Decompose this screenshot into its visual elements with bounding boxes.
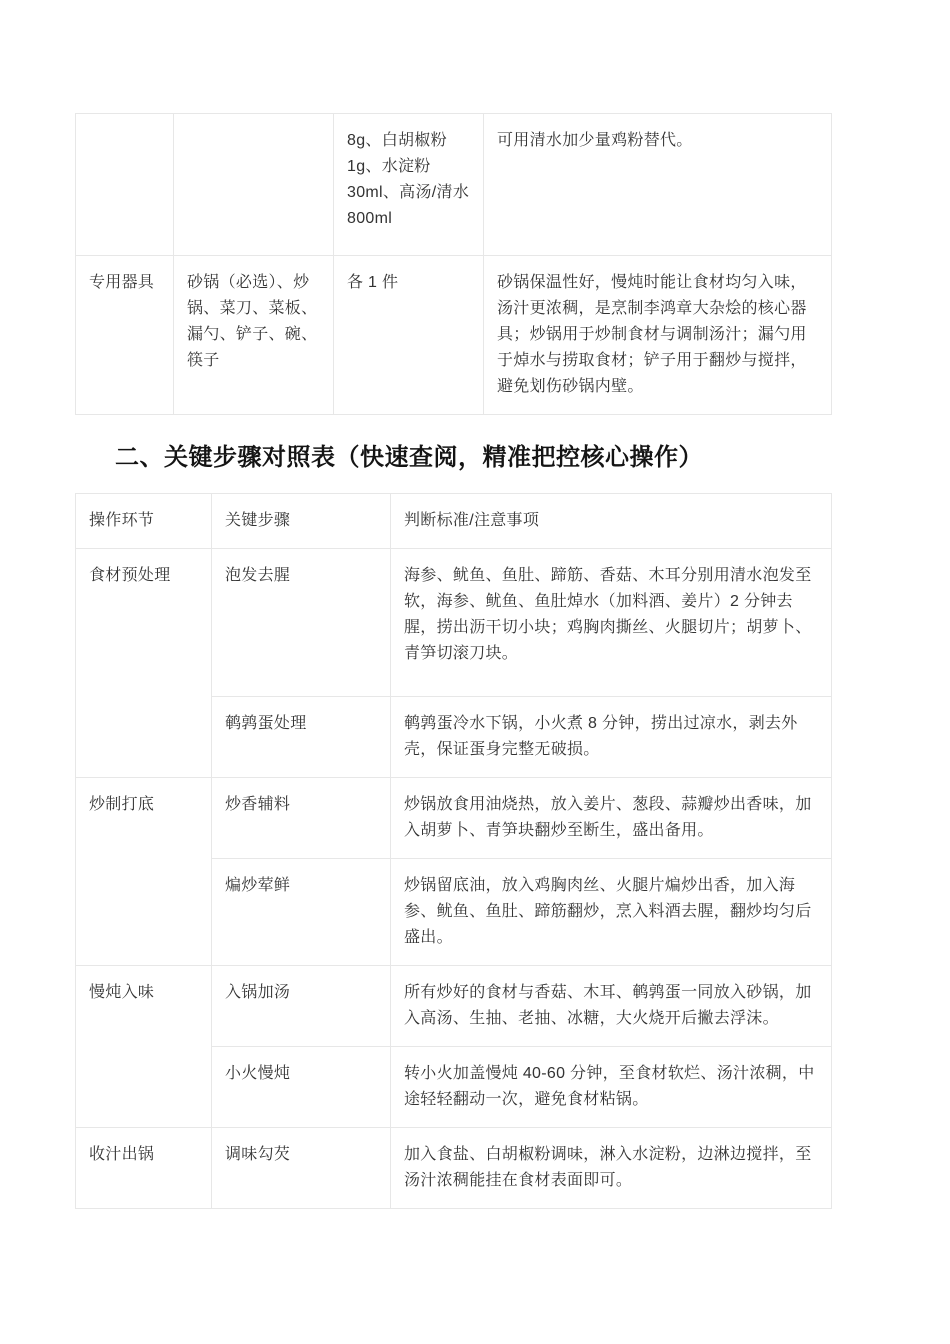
table-row [76,256,832,415]
cell-step: 炒香辅料 [212,778,391,859]
table-header-row [76,494,832,549]
table-row [76,966,832,1047]
table-row [76,549,832,697]
cell-criteria: 炒锅放食用油烧热，放入姜片、葱段、蒜瓣炒出香味，加入胡萝卜、青笋块翻炒至断生，盛出备用。 [391,778,832,859]
cell-stage: 炒制打底 [76,778,212,966]
section-heading: 二、关键步骤对照表（快速查阅，精准把控核心操作） [115,444,703,471]
cell-stage: 慢炖入味 [76,966,212,1128]
cell-step: 煸炒荤鲜 [212,859,391,966]
cell-quantity: 各 1 件 [334,256,484,415]
cell-quantity: 8g、白胡椒粉 1g、水淀粉 30ml、高汤/清水 800ml [334,114,484,256]
cell-criteria: 海参、鱿鱼、鱼肚、蹄筋、香菇、木耳分别用清水泡发至软，海参、鱿鱼、鱼肚焯水（加料酒、姜片）2 分钟去腥，捞出沥干切小块；鸡胸肉撕丝、火腿切片；胡萝卜、青笋切滚刀块。 [391,549,832,697]
cell-criteria: 炒锅留底油，放入鸡胸肉丝、火腿片煸炒出香，加入海参、鱿鱼、鱼肚、蹄筋翻炒，烹入料酒去腥，翻炒均匀后盛出。 [391,859,832,966]
cell-step: 鹌鹑蛋处理 [212,697,391,778]
column-header-stage: 操作环节 [76,494,212,549]
key-steps-table [75,493,832,1209]
table-row [76,778,832,859]
cell-category: 专用器具 [76,256,174,415]
cell-step: 泡发去腥 [212,549,391,697]
cell-stage: 收汁出锅 [76,1128,212,1209]
column-header-criteria: 判断标准/注意事项 [391,494,832,549]
cell-note: 可用清水加少量鸡粉替代。 [484,114,832,256]
cell-category [76,114,174,256]
cell-criteria: 所有炒好的食材与香菇、木耳、鹌鹑蛋一同放入砂锅，加入高汤、生抽、老抽、冰糖，大火烧开后撇去浮沫。 [391,966,832,1047]
cell-step: 调味勾芡 [212,1128,391,1209]
cell-note: 砂锅保温性好，慢炖时能让食材均匀入味，汤汁更浓稠，是烹制李鸿章大杂烩的核心器具；炒锅用于炒制食材与调制汤汁；漏勺用于焯水与捞取食材；铲子用于翻炒与搅拌，避免划伤砂锅内壁。 [484,256,832,415]
cell-criteria: 加入食盐、白胡椒粉调味，淋入水淀粉，边淋边搅拌，至汤汁浓稠能挂在食材表面即可。 [391,1128,832,1209]
table-row [76,1128,832,1209]
cell-stage: 食材预处理 [76,549,212,778]
cell-criteria: 鹌鹑蛋冷水下锅，小火煮 8 分钟，捞出过凉水，剥去外壳，保证蛋身完整无破损。 [391,697,832,778]
column-header-step: 关键步骤 [212,494,391,549]
ingredients-tools-table [75,113,832,415]
cell-criteria: 转小火加盖慢炖 40-60 分钟，至食材软烂、汤汁浓稠，中途轻轻翻动一次，避免食材粘锅。 [391,1047,832,1128]
cell-items: 砂锅（必选）、炒锅、菜刀、菜板、漏勺、铲子、碗、筷子 [174,256,334,415]
cell-step: 小火慢炖 [212,1047,391,1128]
cell-items [174,114,334,256]
table-row [76,114,832,256]
cell-step: 入锅加汤 [212,966,391,1047]
